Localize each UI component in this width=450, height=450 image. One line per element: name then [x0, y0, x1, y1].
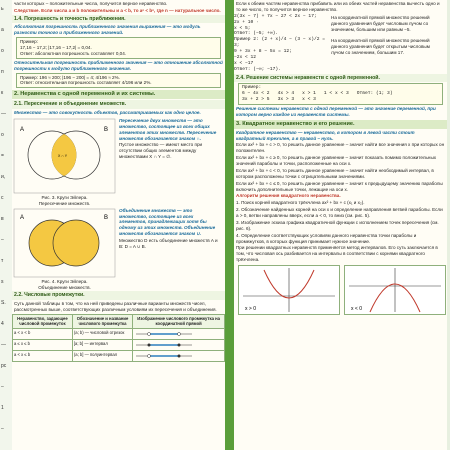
- union-label-b: B: [104, 214, 109, 221]
- right-column: [234, 0, 447, 450]
- example-solve-2: [234, 37, 447, 72]
- strip-glyph: –: [1, 237, 4, 243]
- strip-glyph: —: [1, 342, 6, 348]
- numline-cell: [133, 328, 225, 339]
- eq-line: x < 5;: [234, 25, 251, 31]
- side-note-1: На координатной прямой множество решений данного уравнения будет числовым лучом со значением, большим или равным −5.: [331, 14, 430, 32]
- strip-glyph: о: [1, 48, 4, 54]
- graph-label-a: x > 0: [245, 306, 256, 313]
- venn-2-text: [117, 207, 223, 291]
- algo-step: 2. Обозначение найденных корней на оси x и определение направления ветвей параболы. Если a > 0, ветви направлены вверх, если a < 0, то вниз (см. рис. 5).: [236, 207, 443, 219]
- rel-error-definition: Относительная погрешность приближенного значения — это отношение абсолютной погрешности к модулю приближенного значения.: [14, 59, 223, 71]
- sys-line: 3x > 3: [277, 96, 295, 102]
- quad-line: Если ax² + bx + c ≤ 0, то решить данное уравнение – значит к предыдущему значению параболы включить дополнительные точки, лежащие на оси x.: [236, 180, 443, 192]
- venn-1-caption-1: Рис. 3. Круги Эйлера.: [41, 194, 88, 200]
- algo-title: Алгоритм решения квадратного неравенства.: [236, 193, 341, 199]
- strip-glyph: 1: [1, 405, 4, 411]
- sys-line: 6 − 4x < 2: [242, 91, 270, 97]
- venn-intersection-svg: [12, 117, 117, 195]
- algo-step: 3. Изображение эскиза графика квадратичной функции с исполнением точек пересечения (см. рис. 6).: [236, 219, 439, 231]
- union-circle-b: [53, 220, 99, 266]
- parabola-up-figure: [238, 265, 340, 315]
- section-1-4-title: 1.4. Погрешность и точность приближения.: [12, 15, 225, 24]
- system-lines: [242, 91, 439, 103]
- table-row: [13, 328, 225, 339]
- set-definition: [14, 110, 223, 116]
- numline-cell: [133, 350, 225, 361]
- system-definition: Решение системы неравенств с одной переменной — это значение переменной, при котором верно каждое из неравенств системы.: [236, 105, 436, 117]
- table-cell: (a; b) — числовой отрезок: [72, 328, 132, 339]
- venn-cap-label: X ∩ Y: [58, 153, 68, 158]
- strip-glyph: рс: [1, 363, 7, 369]
- system-example-box: [238, 83, 443, 105]
- strip-glyph: в: [1, 216, 4, 222]
- table-header-1: Неравенство, задающее числовой промежуток: [13, 314, 73, 328]
- parabola-figures: [238, 265, 443, 315]
- eq-line: −2x < 12: [234, 54, 257, 60]
- example-2-line: Пример: 196 ≈ 200; |196 − 200| = 4; 4/196 ≈ 2%.: [20, 74, 120, 80]
- strip-glyph: п: [1, 69, 4, 75]
- venn-2-caption-1: Рис. 4. Круги Эйлера.: [41, 278, 88, 284]
- table-cell: a ≤ x ≤ b: [13, 339, 73, 350]
- strip-glyph: 4: [1, 321, 4, 327]
- table-row: [13, 339, 225, 350]
- sys-line: x < 3: [302, 96, 316, 102]
- strip-glyph: с: [1, 195, 4, 201]
- eq-line: 2(3x − 7) + 7x − 27 < 2x − 17;: [234, 13, 317, 19]
- sys-line: x > 1: [302, 91, 316, 97]
- quad-definition: Квадратное неравенство — неравенство, в котором в левой части стоит квадратный трехчлен, а в правой – нуль.: [236, 129, 415, 141]
- set-definition-text: Множество — это совокупность объектов, рассматриваемых как одно целое.: [14, 110, 201, 116]
- venn-block-1: [12, 117, 225, 207]
- intro-text: части которых – положительные числа, получится верное неравенство.: [14, 1, 168, 6]
- example-1-label: Пример:: [20, 39, 38, 45]
- venn-block-2: [12, 207, 225, 291]
- strip-glyph: S.: [1, 300, 6, 306]
- center-gutter: [225, 0, 234, 450]
- venn-2-caption-2: Объединение множеств.: [38, 284, 91, 290]
- abs-error-definition: Абсолютная погрешность приближенного значения выражения — это модуль разности точного и приближенного значений.: [14, 24, 201, 36]
- system-range: 1 < x < 3: [323, 91, 349, 97]
- algo-step: 4. Определение соответствующих условиям данного неравенства точки параболы и промежутков, в которых функция принимает нужное значение.: [236, 232, 417, 244]
- eq-line: Пример 2: (2 + x)/4 − (3 − x)/2 = 3;: [234, 37, 325, 49]
- numline-open-svg: [134, 330, 194, 338]
- eqs-1: [234, 14, 329, 38]
- union-label-a: A: [20, 214, 25, 221]
- system-answer: Ответ: (1; 3): [356, 91, 393, 97]
- interval-method-text: При решении квадратных неравенств применяется метод интервалов. Его суть заключается в том, что числовая ось разбивается на интервалы в соответствии с корнями квадратного трёхчлена.: [236, 245, 438, 263]
- section-2-2-title: 2.2. Числовые промежутки.: [12, 291, 225, 300]
- venn-union-svg: [12, 207, 117, 279]
- strip-glyph: –: [1, 384, 4, 390]
- strip-glyph: –: [1, 426, 4, 432]
- section-3-title: 3. Квадратное неравенство и его решение.: [234, 120, 447, 129]
- section-2-title: 2. Неравенства с одной переменной и их системы.: [12, 90, 225, 99]
- system-a: [242, 91, 270, 103]
- parabola-up-svg: [239, 266, 339, 314]
- empty-set-definition: Пустое множество — имеют место при отсутствии общих элементов между множествами X ∩ Y = ∅.: [119, 142, 203, 160]
- example-2-answer: Ответ: относительная погрешность составляет 4/196 или 2%.: [20, 80, 152, 86]
- section-2-4-title: 2.4. Решение системы неравенств с одной переменной.: [234, 74, 447, 83]
- system-example-label: Пример:: [242, 85, 262, 91]
- section-2-1-title: 2.1. Пересечение и объединение множеств.: [12, 100, 225, 109]
- system-b: [278, 91, 295, 103]
- eq-line: 2x + 10 ·: [234, 19, 259, 25]
- sys-line: 4x > 4: [277, 91, 295, 97]
- numline-cell: [133, 339, 225, 350]
- strip-glyph: а: [1, 27, 4, 33]
- strip-glyph: —: [1, 111, 6, 117]
- union-definition: Объединение множеств — это множество, состоящее из всех элементов, принадлежащих хотя бы одному из этих множеств. Объединение множеств обозначается знаком ∪.: [119, 207, 216, 237]
- venn-intersection-figure: [12, 117, 117, 207]
- example-1-line: 17,16 − 17,2; |17,16 − 17,2| = 0,04.: [20, 45, 92, 51]
- strip-glyph: и,: [1, 174, 6, 180]
- eq-line: 9 + 3x + 8 − 5x = 12;: [234, 49, 292, 54]
- system-c: [302, 91, 316, 103]
- venn-label-b: B: [104, 126, 109, 133]
- algo-step: 1. Поиск корней квадратного трёхчлена ax² + bx + c (x₁ и x₂).: [236, 200, 365, 206]
- strip-glyph: =: [1, 153, 4, 159]
- intersection-definition: Пересечение двух множеств — это множество, состоящее из всех общих элементов этих множеств. Пересечение множеств обозначается знаком ∩.: [119, 117, 217, 141]
- sys-line: 3x + 2 > 5: [242, 96, 270, 102]
- table-cell: a < x < b: [13, 328, 73, 339]
- section-2-2-text: Суть данной таблицы в том, что на ней приведены различные варианты множеств чисел, рассмотренных выше, соответствующих различным условиям их пересечения и объединения.: [14, 301, 217, 312]
- union-text: Множество D есть объединение множеств A и B: D = A ∪ B.: [119, 238, 218, 249]
- venn-1-text: [117, 117, 223, 207]
- parabola-down-figure: [344, 265, 446, 315]
- strip-glyph: ь: [1, 6, 4, 12]
- intervals-table: [12, 314, 225, 362]
- left-column: [12, 0, 225, 450]
- eq-answer: Ответ: (−∞; −17).: [234, 66, 281, 72]
- venn-label-a: A: [20, 126, 25, 133]
- table-header-3: Изображение числового промежутка на координатной прямой: [133, 314, 225, 328]
- graph-label-b: x < 0: [351, 306, 362, 313]
- numline-closed-svg: [134, 341, 194, 349]
- eq-line: Ответ: (−5; +∞).: [234, 31, 279, 37]
- quad-line: Если ax² + bx + c < 0, то решить данное уравнение – значит найти необходимый интервал, в котором расположены точки с отрицательными значениями.: [236, 167, 434, 179]
- eqs-2: [234, 37, 329, 72]
- eq-line: x < −17: [234, 60, 254, 66]
- table-cell: (a; b] — полуинтервал: [72, 350, 132, 361]
- strip-glyph: т: [1, 258, 4, 264]
- quad-line: Если ax² + bx + c > 0, то решить данное уравнение – значит найти все значения x при которых он положителен.: [236, 142, 445, 154]
- numline-half-svg: [134, 352, 194, 360]
- right-top-text: Если к обеим частям неравенства прибавить или из обеих частей неравенства вычесть одно и то же число, то получится верное неравенство.: [236, 1, 440, 12]
- quad-line: Если ax² + bx + c ≥ 0, то решить данное уравнение – значит показать помимо положительных значений параболы и точки, расположенные на оси x.: [236, 155, 437, 167]
- example-solve-1: [234, 14, 447, 38]
- strip-glyph: s: [1, 279, 4, 285]
- strip-glyph: о: [1, 132, 4, 138]
- table-header-2: Обозначение и название числового промежутка: [72, 314, 132, 328]
- side-note-2: На координатной прямой множество решений данного уравнения будет открытым числовым лучом со значением, большим 17.: [331, 38, 430, 55]
- table-row: [13, 350, 225, 361]
- venn-union-figure: [12, 207, 117, 291]
- parabola-down-svg: [345, 266, 445, 314]
- table-cell: a < x ≤ b: [13, 350, 73, 361]
- corollary: Следствие. Если числа a и b положительны и a < b, то aⁿ < bⁿ, где n — натуральное число.: [14, 7, 221, 13]
- example-1-answer: Ответ: абсолютная погрешность составляет 0,04.: [20, 50, 127, 56]
- venn-1-caption-2: Пересечение множеств.: [38, 200, 91, 206]
- table-cell: [a; b] — интервал: [72, 339, 132, 350]
- strip-glyph: к: [1, 90, 4, 96]
- example-2-box: [16, 73, 221, 89]
- example-1-box: [16, 37, 221, 59]
